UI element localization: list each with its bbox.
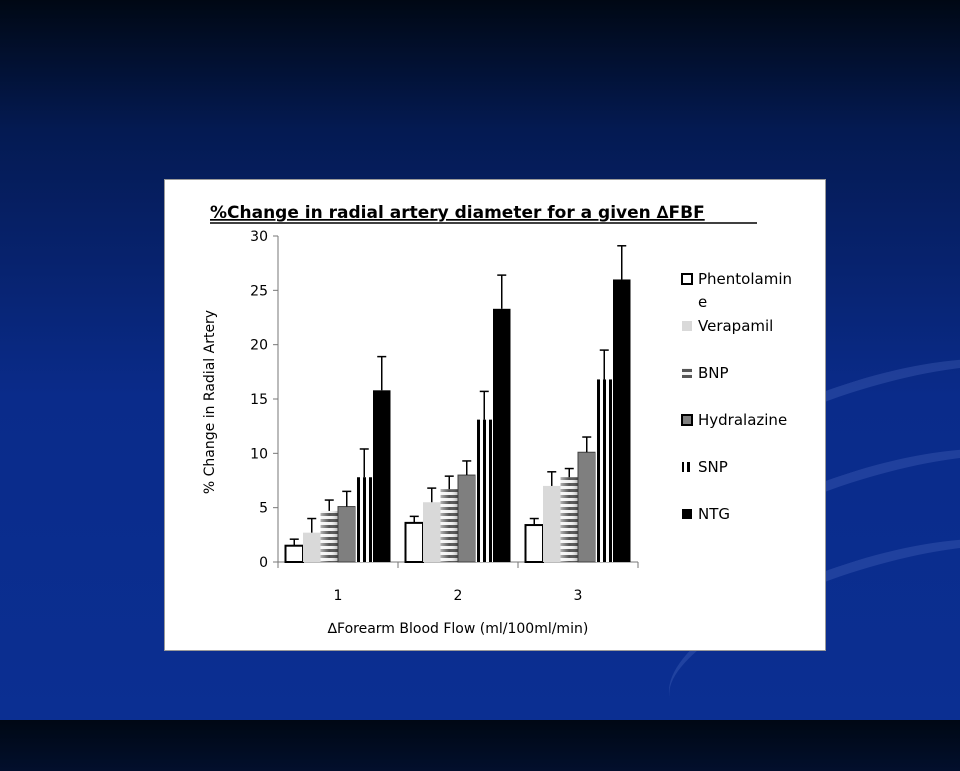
legend-swatch <box>682 368 692 378</box>
y-tick-label: 0 <box>259 555 268 571</box>
bar <box>303 533 321 562</box>
bar <box>373 390 391 562</box>
legend-label: BNP <box>698 364 729 382</box>
bar <box>286 546 304 562</box>
plot-area <box>250 229 638 604</box>
bar-shade <box>441 489 459 562</box>
legend-swatch <box>682 509 692 519</box>
bar <box>338 507 356 562</box>
bar <box>613 279 631 562</box>
legend <box>682 270 792 523</box>
bar <box>493 309 511 562</box>
chart-title: %Change in radial artery diameter for a given ∆FBF <box>210 203 705 223</box>
bar <box>458 475 476 562</box>
y-tick-label: 15 <box>250 392 268 408</box>
bar-shade <box>561 477 579 562</box>
bar-chart <box>165 180 827 652</box>
legend-label: e <box>698 293 708 311</box>
legend-swatch <box>682 274 692 284</box>
y-axis-label: % Change in Radial Artery <box>202 309 218 495</box>
legend-label: Hydralazine <box>698 411 788 429</box>
bar <box>578 452 596 562</box>
legend-swatch <box>682 462 692 472</box>
bar <box>596 379 614 562</box>
y-tick-label: 30 <box>250 229 268 245</box>
legend-swatch <box>682 415 692 425</box>
legend-swatch <box>682 321 692 331</box>
y-tick-label: 5 <box>259 500 268 517</box>
legend-label: Phentolamin <box>698 270 792 288</box>
legend-label: SNP <box>698 458 728 476</box>
legend-label: Verapamil <box>698 317 774 335</box>
y-tick-label: 25 <box>250 283 268 300</box>
chart-panel <box>164 179 826 651</box>
bar <box>406 523 424 562</box>
y-tick-label: 20 <box>250 337 268 354</box>
legend-label: NTG <box>698 505 731 523</box>
bar <box>526 525 544 562</box>
bar <box>543 486 561 562</box>
x-tick-label: 1 <box>333 588 343 604</box>
bar <box>356 477 374 562</box>
bar-shade <box>321 511 339 562</box>
x-tick-label: 3 <box>573 588 583 604</box>
bar <box>423 502 441 562</box>
x-tick-label: 2 <box>453 588 463 604</box>
y-tick-label: 10 <box>250 446 268 463</box>
bar <box>476 420 494 562</box>
x-axis-label: ∆Forearm Blood Flow (ml/100ml/min) <box>327 621 589 637</box>
